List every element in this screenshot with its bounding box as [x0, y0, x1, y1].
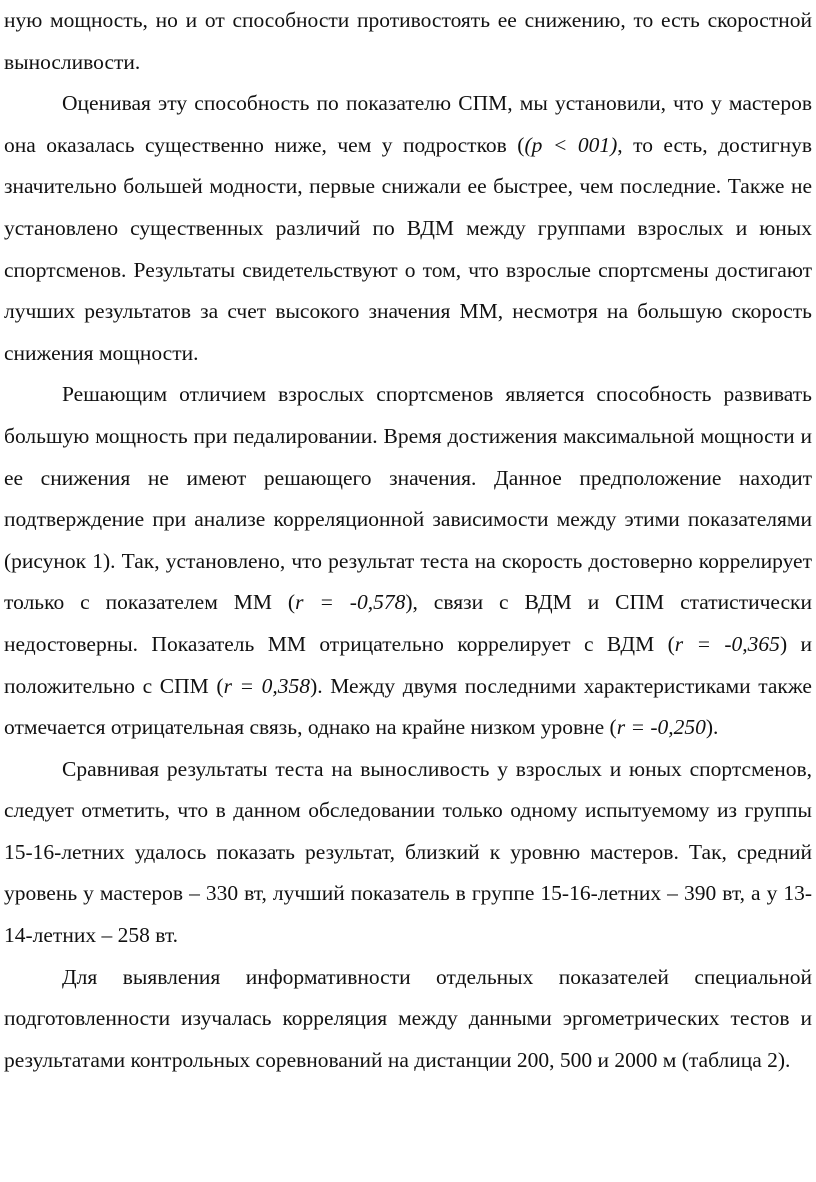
paragraph-3-text-d: ). Между двумя последними характеристиками также отмечается отрицательная связь, однако на крайне низком уровне ( — [4, 673, 812, 740]
paragraph-4 — [4, 749, 812, 957]
paragraph-4-text: Сравнивая результаты теста на выносливость у взрослых и юных спортсменов, следует отметить, что в данном обследовании только одному испытуемому из группы 15-16-летних удалось показать результат, близкий к уровню мастеров. Так, средний уровень у мастеров – 330 вт, лучший показатель в группе 15-16-летних – 390 вт, а у 13-14-летних – 258 вт. — [4, 756, 812, 948]
correlation-vdm: r = -0,365 — [674, 631, 780, 656]
paragraph-1 — [4, 0, 812, 83]
paragraph-3-text-b: ), связи с ВДМ и СПМ статистически недостоверны. Показатель ММ отрицательно коррелирует с ВДМ ( — [4, 590, 812, 656]
paragraph-5 — [4, 957, 812, 1082]
paragraph-3-text-c: ) и положительно с СПМ ( — [4, 631, 812, 698]
paragraph-1-text: ную мощность, но и от способности противостоять ее снижению, то есть скоростной выносливости. — [4, 8, 812, 74]
correlation-mm: r = -0,578 — [295, 590, 406, 615]
paragraph-5-text: Для выявления информативности отдельных показателей специальной подготовленности изучалась корреляция между данными эргометрических тестов и результатами контрольных соревнований на дистанции 200, 500 и 2000 м (таблица 2). — [4, 964, 812, 1072]
paragraph-3 — [4, 374, 812, 748]
p-value: (p < 001) — [524, 132, 618, 157]
correlation-spm: r = 0,358 — [223, 673, 311, 698]
paragraph-2-text-b: , то есть, достигнув значительно большей модности, первые снижали ее быстрее, чем последние. Также не установлено существенных различий по ВДМ между группами взрослых и юных спортсменов. Результаты свидетельствуют о том, что взрослые спортсмены достигают лучших результатов за счет высокого значения ММ, несмотря на большую скорость снижения мощности. — [4, 132, 812, 365]
paragraph-3-text-e: ). — [705, 715, 719, 740]
paragraph-2 — [4, 83, 812, 374]
paragraph-3-text-a: Решающим отличием взрослых спортсменов является способность развивать большую мощность при педалировании. Время достижения максимальной мощности и ее снижения не имеют решающего значения. Данное предположение находит подтверждение при анализе корреляционной зависимости между этими показателями (рисунок 1). Так, установлено, что результат теста на скорость достоверно коррелирует только с показателем ММ ( — [4, 382, 812, 615]
document-page — [4, 0, 812, 1081]
correlation-low: r = -0,250 — [616, 715, 706, 740]
paragraph-2-text-a: Оценивая эту способность по показателю СПМ, мы установили, что у мастеров она оказалась существенно ниже, чем у подростков ( — [4, 91, 812, 157]
